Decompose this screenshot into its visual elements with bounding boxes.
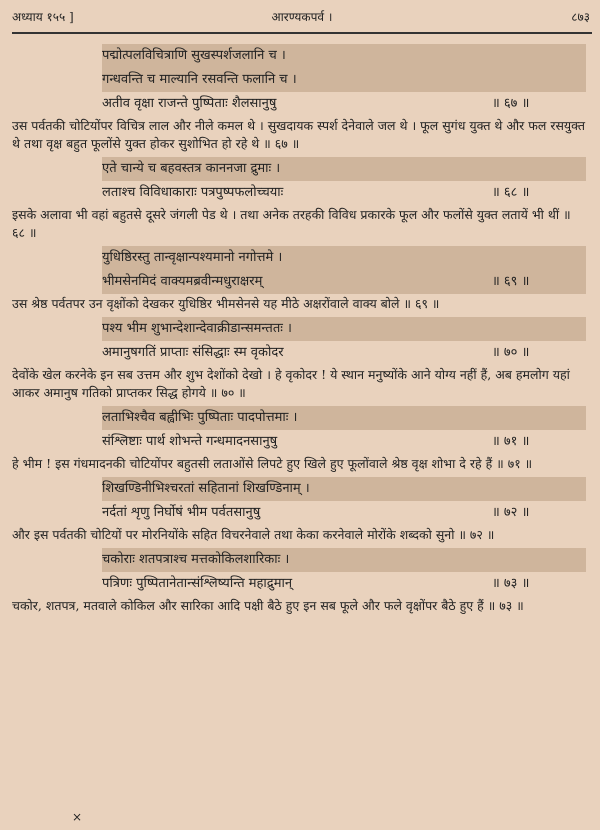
verse-number: ॥ ६८ ॥ [492,185,530,200]
verse-line [102,548,586,572]
verse-line [102,341,586,365]
page-header [12,6,592,28]
section-title: आरण्यकपर्व । [271,10,333,24]
verse-text: युधिष्ठिरस्तु तान्वृक्षान्पश्यमानो नगोत्तमे । [102,250,283,265]
translation-paragraph: चकोर, शतपत्र, मतवाले कोकिल और सारिका आदि पक्षी बैठे हुए इन सब फूले और फले वृक्षोंपर बैठे हुए हैं ॥ ७३ ॥ [12,598,524,613]
verse-text: अतीव वृक्षा राजन्ते पुष्पिताः शैलसानुषु [102,96,277,111]
verse-text: एते चान्ये च बहवस्तत्र काननजा द्रुमाः । [102,161,281,176]
verse-line [102,477,586,501]
page-content [12,44,586,619]
verse-line [102,92,586,116]
verse-line [102,270,586,294]
verse-number: ॥ ७१ ॥ [492,434,530,449]
verse-line [102,246,586,270]
header-divider [12,32,592,34]
verse-number: ॥ ६७ ॥ [492,96,530,111]
verse-text: अमानुषगतिं प्राप्ताः संसिद्धाः स्म वृकोदर [102,345,284,360]
verse-number: ॥ ६९ ॥ [492,274,530,289]
verse-text: गन्धवन्ति च माल्यानि रसवन्ति फलानि च । [102,72,297,87]
verse-text: भीमसेनमिदं वाक्यमब्रवीन्मधुराक्षरम् [102,274,263,289]
verse-number: ॥ ७२ ॥ [492,505,530,520]
verse-line [102,44,586,68]
verse-line [102,501,586,525]
verse-text: पद्मोत्पलविचित्राणि सुखस्पर्शजलानि च । [102,48,286,63]
translation-paragraph: और इस पर्वतकी चोटियों पर मोरनियोंके सहित विचरनेवाले तथा केका करनेवाले मोरोंके शब्दको सुनो ॥ ७२ ॥ [12,527,495,542]
verse-text: नर्दतां शृणु निर्घोषं भीम पर्वतसानुषु [102,505,261,520]
translation-paragraph: उस पर्वतकी चोटियोंपर विचित्र लाल और नीले कमल थे । सुखदायक स्पर्श देनेवाले जल थे । फूल सुगंध युक्त थे और फल रसयुक्त थे तथा वृक्ष बहुत फूलोंसे युक्त होकर सुशोभित हो रहे थे ॥ ६७ ॥ [12,118,585,151]
verse-line [102,181,586,205]
verse-line [102,68,586,92]
chapter-label: अध्याय १५५ ] [12,10,74,24]
verse-text: पत्रिणः पुष्पितानेतान्संश्लिष्यन्ति महाद्रुमान् [102,576,293,591]
verse-text: शिखण्डिनीभिश्चरतां सहितानां शिखण्डिनाम् । [102,481,310,496]
verse-line [102,572,586,596]
verse-number: ॥ ७० ॥ [492,345,530,360]
translation-paragraph: हे भीम ! इस गंधमादनकी चोटियोंपर बहुतसी लताओंसे लिपटे हुए खिले हुए फूलोंवाले श्रेष्ठ वृक्ष शोभा दे रहे हैं ॥ ७१ ॥ [12,456,533,471]
verse-line [102,317,586,341]
verse-text: चकोराः शतपत्राश्च मत्तकोकिलशारिकाः । [102,552,290,567]
translation-paragraph: इसके अलावा भी वहां बहुतसे दूसरे जंगली पेड थे । तथा अनेक तरहकी विविध प्रकारके फूल और फलोंसे युक्त लतायें भी थीं ॥ ६८ ॥ [12,207,571,240]
translation-paragraph: उस श्रेष्ठ पर्वतपर उन वृक्षोंको देखकर युधिष्ठिर भीमसेनसे यह मीठे अक्षरोंवाले वाक्य बोले ॥ ६९ ॥ [12,296,440,311]
verse-line [102,406,586,430]
verse-text: पश्य भीम शुभान्देशान्देवाक्रीडान्समन्ततः । [102,321,292,336]
verse-number: ॥ ७३ ॥ [492,576,530,591]
verse-text: लताश्च विविधाकाराः पत्रपुष्पफलोच्चयाः [102,185,284,200]
page-number: ८७३ [571,10,590,24]
translation-paragraph: देवोंके खेल करनेके इन सब उत्तम और शुभ देशोंको देखो । हे वृकोदर ! ये स्थान मनुष्योंके आने योग्य नहीं हैं, अब हमलोग यहां आकर अमानुष गतिको प्राप्तकर सिद्ध होगये ॥ ७० ॥ [12,367,570,400]
verse-text: लताभिश्चैव बह्वीभिः पुष्पिताः पादपोत्तमाः । [102,410,298,425]
verse-line [102,157,586,181]
verse-text: संश्लिष्टाः पार्थ शोभन्ते गन्धमादनसानुषु [102,434,278,449]
verse-line [102,430,586,454]
footer-mark: × [72,810,83,824]
